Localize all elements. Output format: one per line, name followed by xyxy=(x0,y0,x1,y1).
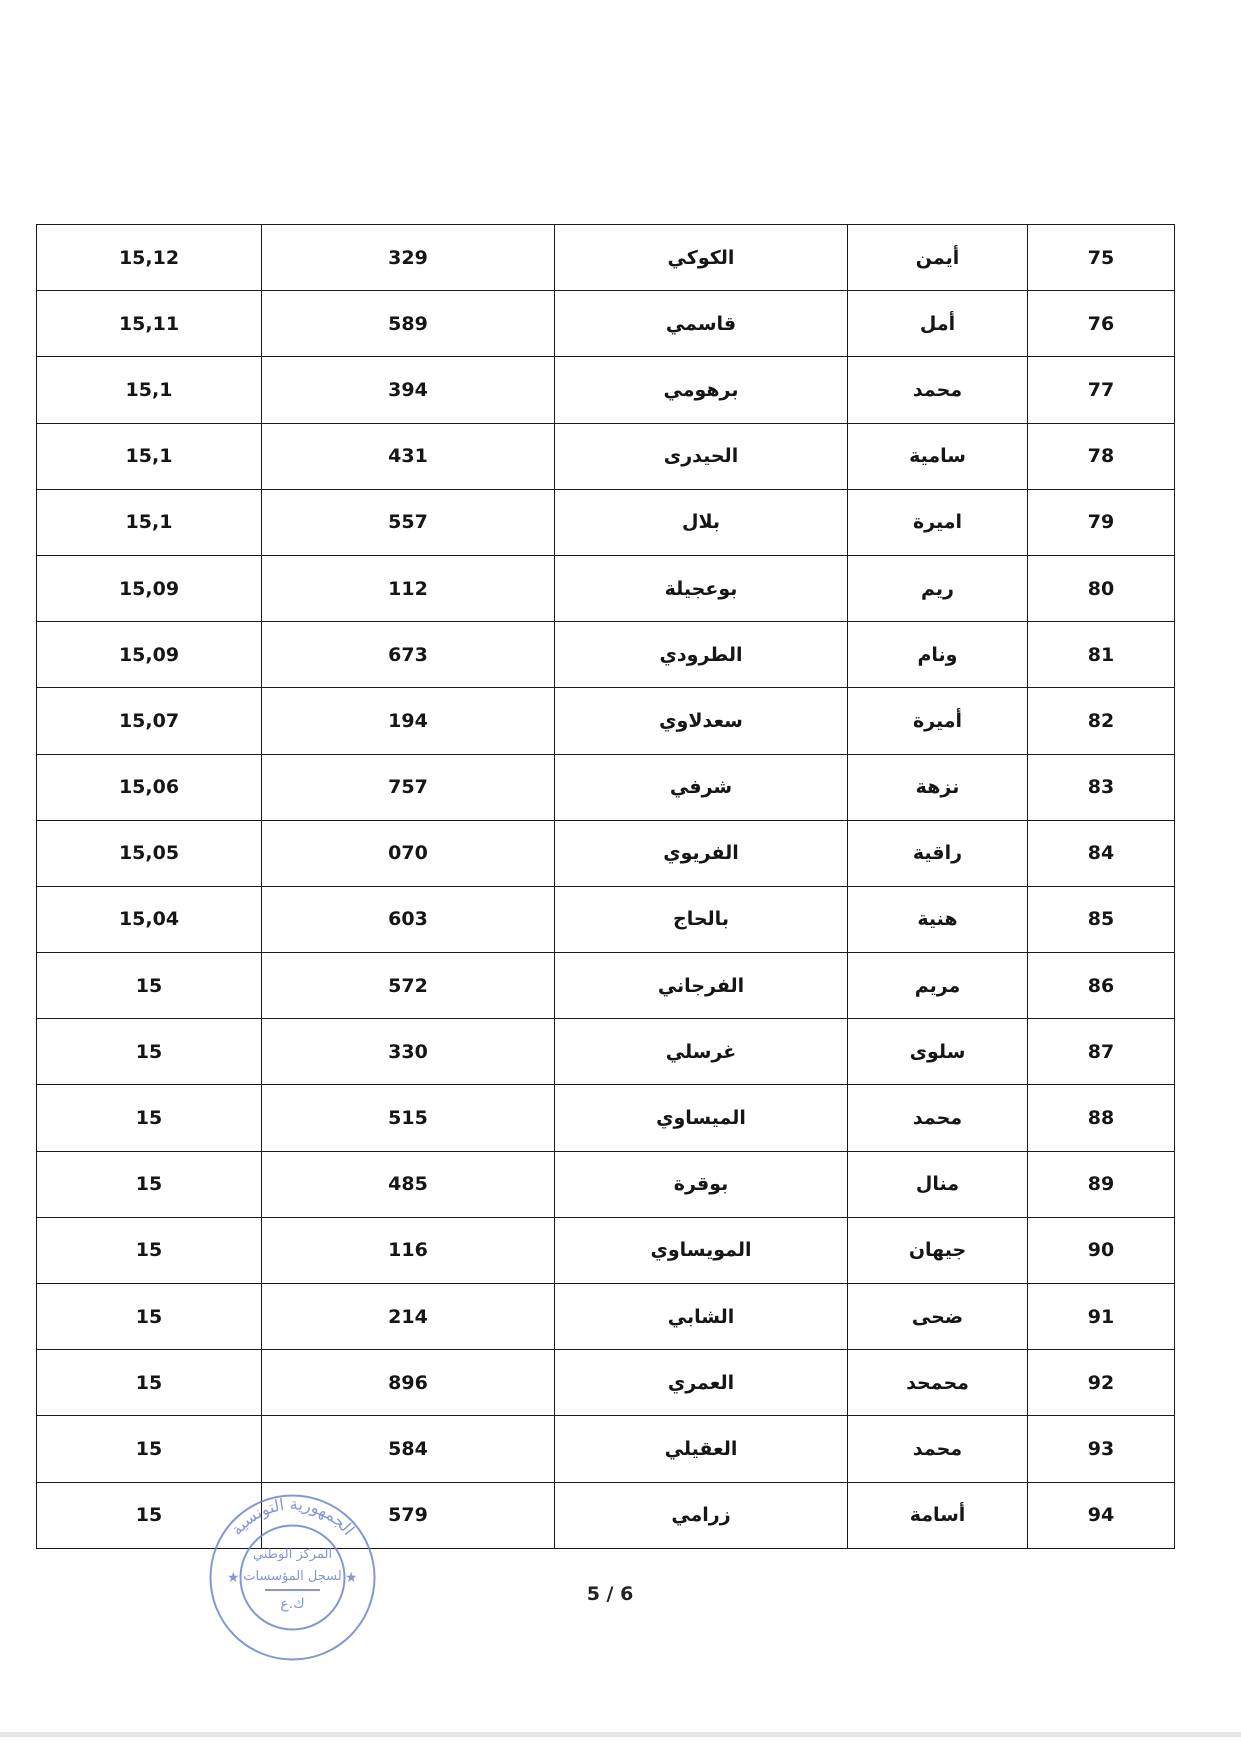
rank-cell: 78 xyxy=(1028,423,1175,489)
code-cell: 603 xyxy=(262,886,555,952)
svg-text:★: ★ xyxy=(227,1570,240,1586)
seal-outer-text: الجمهورية التونسية xyxy=(226,1494,359,1539)
last-name-cell: الحيدرى xyxy=(555,423,848,489)
last-name-cell: العقيلي xyxy=(555,1416,848,1482)
code-cell: 330 xyxy=(262,1019,555,1085)
code-cell: 214 xyxy=(262,1284,555,1350)
table-row xyxy=(37,622,1175,688)
rank-cell: 81 xyxy=(1028,622,1175,688)
last-name-cell: زرامي xyxy=(555,1482,848,1548)
code-cell: 579 xyxy=(262,1482,555,1548)
first-name-cell: هنية xyxy=(848,886,1028,952)
last-name-cell: الشابي xyxy=(555,1284,848,1350)
first-name-cell: أيمن xyxy=(848,225,1028,291)
first-name-cell: مريم xyxy=(848,953,1028,1019)
last-name-cell: بلال xyxy=(555,489,848,555)
first-name-cell: راقية xyxy=(848,820,1028,886)
last-name-cell: سعدلاوي xyxy=(555,688,848,754)
score-cell: 15,09 xyxy=(37,555,262,621)
code-cell: 515 xyxy=(262,1085,555,1151)
first-name-cell: محمد xyxy=(848,357,1028,423)
last-name-cell: الكوكي xyxy=(555,225,848,291)
code-cell: 112 xyxy=(262,555,555,621)
rank-cell: 93 xyxy=(1028,1416,1175,1482)
table-row xyxy=(37,1085,1175,1151)
seal-inner-text-3: ك.ع xyxy=(280,1596,305,1612)
first-name-cell: أميرة xyxy=(848,688,1028,754)
bottom-scan-edge xyxy=(0,1732,1241,1737)
score-cell: 15 xyxy=(37,1085,262,1151)
rank-cell: 84 xyxy=(1028,820,1175,886)
table-row xyxy=(37,820,1175,886)
last-name-cell: العمري xyxy=(555,1350,848,1416)
first-name-cell: سامية xyxy=(848,423,1028,489)
first-name-cell: أمل xyxy=(848,291,1028,357)
results-table xyxy=(36,224,1175,1549)
table-row xyxy=(37,1151,1175,1217)
code-cell: 896 xyxy=(262,1350,555,1416)
seal-inner-text-1: المركز الوطني xyxy=(252,1547,333,1562)
first-name-cell: محمد xyxy=(848,1416,1028,1482)
rank-cell: 76 xyxy=(1028,291,1175,357)
table-row xyxy=(37,1217,1175,1283)
first-name-cell: ونام xyxy=(848,622,1028,688)
rank-cell: 87 xyxy=(1028,1019,1175,1085)
table-row xyxy=(37,953,1175,1019)
table-row xyxy=(37,688,1175,754)
seal-inner-text-2: لسجل المؤسسات xyxy=(243,1569,342,1584)
code-cell: 070 xyxy=(262,820,555,886)
last-name-cell: الطرودي xyxy=(555,622,848,688)
table-row xyxy=(37,489,1175,555)
score-cell: 15 xyxy=(37,1151,262,1217)
table-row xyxy=(37,555,1175,621)
page-number: 5 / 6 xyxy=(586,1583,634,1605)
first-name-cell: جيهان xyxy=(848,1217,1028,1283)
first-name-cell: منال xyxy=(848,1151,1028,1217)
score-cell: 15 xyxy=(37,953,262,1019)
score-cell: 15 xyxy=(37,1019,262,1085)
score-cell: 15 xyxy=(37,1416,262,1482)
score-cell: 15 xyxy=(37,1482,262,1548)
code-cell: 116 xyxy=(262,1217,555,1283)
svg-text:★: ★ xyxy=(345,1570,358,1586)
rank-cell: 83 xyxy=(1028,754,1175,820)
score-cell: 15,1 xyxy=(37,489,262,555)
first-name-cell: محمد xyxy=(848,1085,1028,1151)
table-row xyxy=(37,357,1175,423)
code-cell: 485 xyxy=(262,1151,555,1217)
last-name-cell: بالحاج xyxy=(555,886,848,952)
first-name-cell: محمحد xyxy=(848,1350,1028,1416)
rank-cell: 91 xyxy=(1028,1284,1175,1350)
rank-cell: 94 xyxy=(1028,1482,1175,1548)
score-cell: 15,06 xyxy=(37,754,262,820)
rank-cell: 82 xyxy=(1028,688,1175,754)
first-name-cell: سلوى xyxy=(848,1019,1028,1085)
score-cell: 15,09 xyxy=(37,622,262,688)
score-cell: 15,1 xyxy=(37,423,262,489)
table-row xyxy=(37,886,1175,952)
score-cell: 15 xyxy=(37,1217,262,1283)
code-cell: 431 xyxy=(262,423,555,489)
last-name-cell: بوعجيلة xyxy=(555,555,848,621)
rank-cell: 79 xyxy=(1028,489,1175,555)
code-cell: 557 xyxy=(262,489,555,555)
code-cell: 394 xyxy=(262,357,555,423)
score-cell: 15,12 xyxy=(37,225,262,291)
code-cell: 329 xyxy=(262,225,555,291)
last-name-cell: الفرجاني xyxy=(555,953,848,1019)
code-cell: 673 xyxy=(262,622,555,688)
score-cell: 15 xyxy=(37,1284,262,1350)
last-name-cell: غرسلي xyxy=(555,1019,848,1085)
table-row xyxy=(37,1416,1175,1482)
last-name-cell: برهومي xyxy=(555,357,848,423)
rank-cell: 85 xyxy=(1028,886,1175,952)
official-seal-stamp xyxy=(205,1490,380,1665)
rank-cell: 92 xyxy=(1028,1350,1175,1416)
table-row xyxy=(37,1350,1175,1416)
table-row xyxy=(37,291,1175,357)
table-row xyxy=(37,1284,1175,1350)
last-name-cell: قاسمي xyxy=(555,291,848,357)
table-row xyxy=(37,754,1175,820)
rank-cell: 88 xyxy=(1028,1085,1175,1151)
first-name-cell: ضحى xyxy=(848,1284,1028,1350)
last-name-cell: الفريوي xyxy=(555,820,848,886)
rank-cell: 89 xyxy=(1028,1151,1175,1217)
table-row xyxy=(37,225,1175,291)
score-cell: 15,1 xyxy=(37,357,262,423)
rank-cell: 75 xyxy=(1028,225,1175,291)
score-cell: 15,05 xyxy=(37,820,262,886)
first-name-cell: نزهة xyxy=(848,754,1028,820)
rank-cell: 80 xyxy=(1028,555,1175,621)
code-cell: 194 xyxy=(262,688,555,754)
first-name-cell: أسامة xyxy=(848,1482,1028,1548)
rank-cell: 77 xyxy=(1028,357,1175,423)
first-name-cell: اميرة xyxy=(848,489,1028,555)
last-name-cell: المويساوي xyxy=(555,1217,848,1283)
score-cell: 15 xyxy=(37,1350,262,1416)
first-name-cell: ريم xyxy=(848,555,1028,621)
last-name-cell: بوقرة xyxy=(555,1151,848,1217)
code-cell: 572 xyxy=(262,953,555,1019)
code-cell: 584 xyxy=(262,1416,555,1482)
score-cell: 15,11 xyxy=(37,291,262,357)
last-name-cell: شرفي xyxy=(555,754,848,820)
results-body xyxy=(37,225,1175,1549)
score-cell: 15,07 xyxy=(37,688,262,754)
table-row xyxy=(37,1019,1175,1085)
table-row xyxy=(37,423,1175,489)
last-name-cell: الميساوي xyxy=(555,1085,848,1151)
code-cell: 757 xyxy=(262,754,555,820)
code-cell: 589 xyxy=(262,291,555,357)
score-cell: 15,04 xyxy=(37,886,262,952)
rank-cell: 90 xyxy=(1028,1217,1175,1283)
rank-cell: 86 xyxy=(1028,953,1175,1019)
